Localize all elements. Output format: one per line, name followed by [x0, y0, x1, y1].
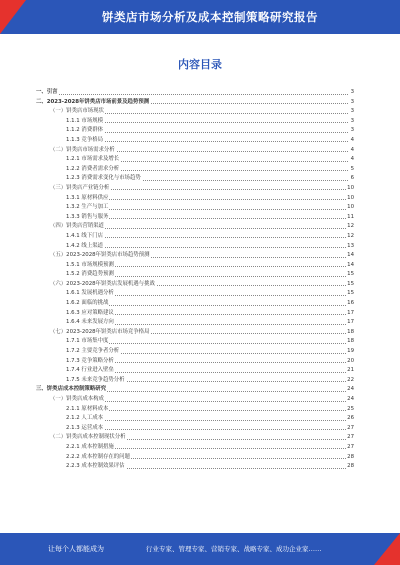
toc-entry[interactable]: [36, 165, 354, 175]
toc-entry-page: 10: [346, 184, 354, 194]
toc-entry-text: 1.6.3 应对策略建议: [66, 309, 115, 319]
toc-entry-text: 1.7.2 主要竞争者分析: [66, 347, 120, 357]
toc-entry-page: 21: [346, 366, 354, 376]
toc-entry-page: 17: [346, 318, 354, 328]
toc-entry-text: 1.3.1 原材料供应: [66, 194, 109, 204]
toc-entry[interactable]: [36, 347, 354, 357]
toc-entry-text: 1.1.1 市场规模: [66, 117, 104, 127]
toc-entry-text: 1.7.3 竞争策略分析: [66, 357, 115, 367]
toc-entry-page: 19: [346, 347, 354, 357]
toc-entry-page: 17: [346, 309, 354, 319]
toc-entry-text: 1.2.2 消费者需求分析: [66, 165, 120, 175]
toc-entry-text: 1.6.1 发展机遇分析: [66, 289, 115, 299]
toc-entry-page: 28: [346, 453, 354, 463]
toc-entry[interactable]: [36, 376, 354, 386]
toc-entry-text: 1.1.2 消费群体: [66, 126, 104, 136]
toc-entry-text: 1.4.2 线上渠道: [66, 242, 104, 252]
toc-entry-text: 2.1.1 原材料成本: [66, 405, 109, 415]
toc-entry-page: 14: [346, 261, 354, 271]
toc-entry-page: 12: [346, 222, 354, 232]
toc-entry-text: （一）饼类店市场现状: [50, 107, 105, 117]
toc-entry-page: 4: [350, 155, 354, 165]
toc-entry-text: 三、饼类店成本控制策略研究: [36, 385, 107, 395]
toc-entry[interactable]: [36, 222, 354, 232]
toc-entry-page: 27: [346, 433, 354, 443]
table-of-contents: [36, 88, 354, 472]
toc-entry-text: 1.2.3 消费需求变化与市场趋势: [66, 174, 142, 184]
toc-entry-page: 3: [350, 88, 354, 98]
toc-entry[interactable]: [36, 357, 354, 367]
header-accent-triangle: [0, 0, 26, 34]
toc-entry[interactable]: [36, 203, 354, 213]
toc-entry[interactable]: [36, 117, 354, 127]
toc-entry-page: 3: [350, 117, 354, 127]
toc-entry-page: 25: [346, 405, 354, 415]
toc-entry[interactable]: [36, 443, 354, 453]
toc-entry-text: （七）2023-2028年饼类店市场竞争格局: [50, 328, 150, 338]
toc-entry-text: 2.2.1 成本控制措施: [66, 443, 115, 453]
toc-entry-page: 22: [346, 376, 354, 386]
toc-entry[interactable]: [36, 309, 354, 319]
toc-entry-page: 27: [346, 424, 354, 434]
toc-entry[interactable]: [36, 194, 354, 204]
toc-entry-text: 1.3.2 生产与加工: [66, 203, 109, 213]
toc-entry[interactable]: [36, 136, 354, 146]
toc-entry[interactable]: [36, 414, 354, 424]
toc-leader-dots: [66, 247, 348, 248]
toc-leader-dots: [66, 429, 348, 430]
toc-entry[interactable]: [36, 433, 354, 443]
toc-entry-text: （四）饼类店营销渠道: [50, 222, 105, 232]
toc-heading: 内容目录: [178, 58, 222, 71]
toc-entry-text: （二）饼类店成本控制现状分析: [50, 433, 126, 443]
toc-entry-page: 6: [350, 174, 354, 184]
toc-entry-text: （二）饼类店市场需求分析: [50, 146, 116, 156]
toc-entry-page: 20: [346, 357, 354, 367]
toc-entry-text: 1.2.1 市场需求及增长: [66, 155, 120, 165]
toc-entry-text: 一、引言: [36, 88, 59, 98]
toc-entry[interactable]: [36, 318, 354, 328]
toc-leader-dots: [66, 141, 348, 142]
toc-entry-text: 1.6.4 未来发展方向: [66, 318, 115, 328]
toc-entry-text: 2.1.2 人工成本: [66, 414, 104, 424]
toc-entry-page: 13: [346, 242, 354, 252]
toc-entry-text: （五）2023-2028年饼类店市场趋势预测: [50, 251, 150, 261]
toc-entry-text: 2.2.3 成本控制效果评估: [66, 462, 126, 472]
toc-entry-text: 1.5.2 消费趋势预测: [66, 270, 115, 280]
toc-entry-page: 12: [346, 232, 354, 242]
toc-entry-page: 15: [346, 270, 354, 280]
toc-leader-dots: [66, 420, 348, 421]
toc-entry-page: 24: [346, 385, 354, 395]
toc-entry-text: （六）2023-2028年饼类店发展机遇与挑战: [50, 280, 156, 290]
toc-entry-text: 2.2.2 成本控制存在的问题: [66, 453, 131, 463]
footer-tagline: 行业专家、管理专家、营销专家、战略专家、成功企业家……: [146, 545, 322, 553]
toc-entry-page: 4: [350, 136, 354, 146]
toc-entry-text: 1.7.5 未来竞争趋势分析: [66, 376, 126, 386]
toc-entry[interactable]: [36, 385, 354, 395]
toc-leader-dots: [66, 237, 348, 238]
toc-entry[interactable]: [36, 107, 354, 117]
toc-entry[interactable]: [36, 395, 354, 405]
toc-entry[interactable]: [36, 424, 354, 434]
toc-entry[interactable]: [36, 184, 354, 194]
report-title: 饼类店市场分析及成本控制策略研究报告: [102, 10, 318, 24]
toc-entry-page: 10: [346, 203, 354, 213]
toc-entry-page: 24: [346, 395, 354, 405]
toc-entry[interactable]: [36, 270, 354, 280]
toc-entry[interactable]: [36, 366, 354, 376]
toc-entry-text: 二、2023-2028年饼类店市场前景及趋势预测: [36, 98, 150, 108]
toc-entry[interactable]: [36, 88, 354, 98]
toc-entry[interactable]: [36, 261, 354, 271]
toc-entry-page: 11: [346, 213, 354, 223]
toc-entry-text: （一）饼类店成本构成: [50, 395, 105, 405]
footer-slogan: 让每个人都能成为: [48, 545, 104, 553]
toc-entry[interactable]: [36, 126, 354, 136]
toc-entry-page: 14: [346, 251, 354, 261]
toc-entry-text: 2.1.3 运营成本: [66, 424, 104, 434]
toc-entry-page: 27: [346, 443, 354, 453]
toc-entry[interactable]: [36, 299, 354, 309]
toc-entry-page: 3: [350, 126, 354, 136]
toc-entry-page: 3: [350, 98, 354, 108]
toc-entry[interactable]: [36, 146, 354, 156]
toc-leader-dots: [66, 132, 348, 133]
toc-entry[interactable]: [36, 328, 354, 338]
toc-entry[interactable]: [36, 280, 354, 290]
toc-entry[interactable]: [36, 289, 354, 299]
toc-entry-page: 3: [350, 107, 354, 117]
toc-entry-page: 5: [350, 165, 354, 175]
toc-entry-text: 1.5.1 市场规模预测: [66, 261, 115, 271]
toc-entry[interactable]: [36, 155, 354, 165]
toc-entry-text: 1.1.3 竞争格局: [66, 136, 104, 146]
toc-entry-text: 1.7.1 市场集中度: [66, 337, 109, 347]
toc-entry[interactable]: [36, 174, 354, 184]
toc-entry-page: 15: [346, 289, 354, 299]
toc-entry[interactable]: [36, 242, 354, 252]
toc-entry-text: 1.4.1 线下门店: [66, 232, 104, 242]
toc-entry-page: 18: [346, 328, 354, 338]
toc-entry[interactable]: [36, 98, 354, 108]
toc-entry-page: 28: [346, 462, 354, 472]
toc-entry-text: 1.3.3 销售与服务: [66, 213, 109, 223]
toc-entry-page: 4: [350, 146, 354, 156]
toc-entry-page: 10: [346, 194, 354, 204]
toc-entry[interactable]: [36, 405, 354, 415]
toc-entry[interactable]: [36, 462, 354, 472]
toc-entry[interactable]: [36, 213, 354, 223]
toc-entry[interactable]: [36, 337, 354, 347]
toc-leader-dots: [36, 94, 348, 95]
toc-entry[interactable]: [36, 453, 354, 463]
toc-entry-text: 1.6.2 面临的挑战: [66, 299, 109, 309]
toc-entry[interactable]: [36, 232, 354, 242]
toc-entry-page: 15: [346, 280, 354, 290]
toc-entry-text: （三）饼类店产业链分析: [50, 184, 110, 194]
toc-entry-text: 1.7.4 行业进入壁垒: [66, 366, 115, 376]
toc-entry-page: 16: [346, 299, 354, 309]
toc-entry-page: 26: [346, 414, 354, 424]
toc-leader-dots: [66, 122, 348, 123]
toc-entry-page: 18: [346, 337, 354, 347]
toc-entry[interactable]: [36, 251, 354, 261]
footer-accent-triangle: [374, 533, 400, 565]
